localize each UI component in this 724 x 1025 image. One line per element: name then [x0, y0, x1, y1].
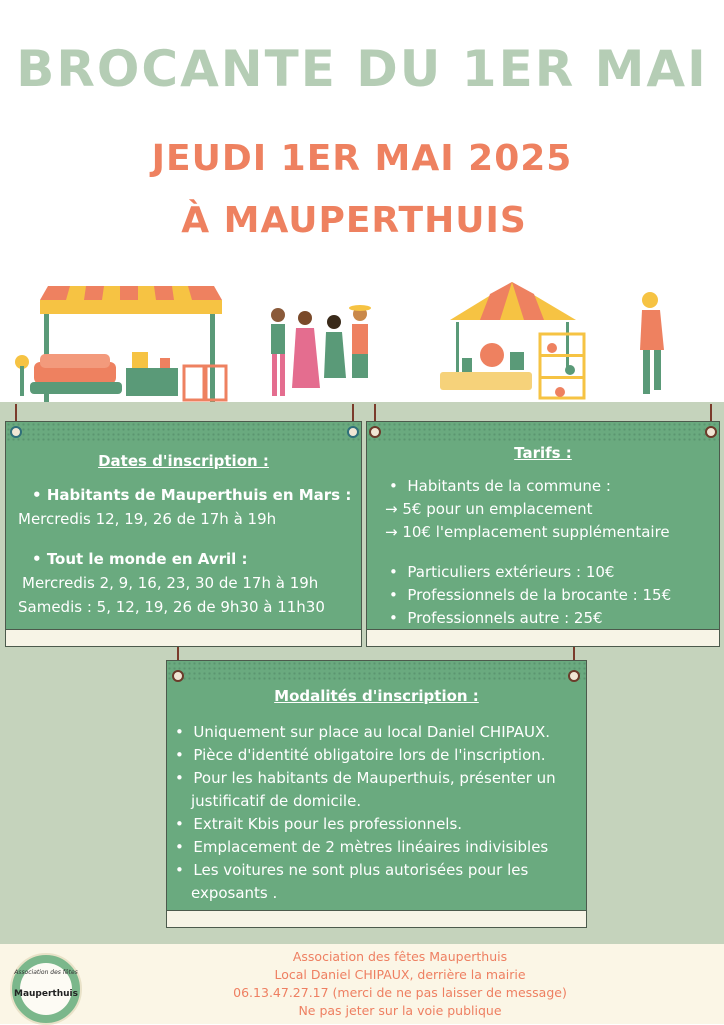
modalite-item: • Les voitures ne sont plus autorisées pour les: [175, 861, 529, 879]
dates-group2-line2: Samedis : 5, 12, 19, 26 de 9h30 à 11h30: [18, 598, 325, 616]
pottery-stall-icon: [440, 282, 584, 398]
logo-name: Mauperthuis: [14, 989, 78, 999]
tarif-item: → 10€ l'emplacement supplémentaire: [385, 523, 670, 541]
tarif-item: • Particuliers extérieurs : 10€: [389, 563, 615, 581]
pin-icon: [705, 426, 717, 438]
tarif-item: • Professionnels autre : 25€: [389, 609, 603, 627]
people-icon: [271, 305, 371, 396]
dotted-pattern: [167, 661, 586, 681]
modalite-item-cont: exposants .: [191, 884, 278, 902]
footer-address: Local Daniel CHIPAUX, derrière la mairie: [274, 967, 526, 982]
modalite-item: • Pour les habitants de Mauperthuis, présenter un: [175, 769, 556, 787]
logo-arc-text: Association des fêtes: [14, 969, 78, 976]
poster-title: BROCANTE DU 1ER MAI: [16, 40, 708, 98]
footer-phone: 06.13.47.27.17 (merci de ne pas laisser de message): [233, 985, 567, 1000]
pin-icon: [568, 670, 580, 682]
dates-card: [5, 421, 362, 630]
tarif-item: • Professionnels de la brocante : 15€: [389, 586, 672, 604]
modalite-item: • Extrait Kbis pour les professionnels.: [175, 815, 463, 833]
card-bottom-strip: [5, 629, 362, 647]
footer-association: Association des fêtes Mauperthuis: [292, 949, 508, 964]
pin-icon: [347, 426, 359, 438]
modalites-card: [166, 660, 587, 911]
modalite-item: • Uniquement sur place au local Daniel CHIPAUX.: [175, 723, 550, 741]
modalite-item: • Pièce d'identité obligatoire lors de l'inscription.: [175, 746, 546, 764]
furniture-stall-icon: [15, 286, 226, 404]
dates-heading: Dates d'inscription :: [98, 452, 269, 470]
modalites-heading: Modalités d'inscription :: [274, 687, 479, 705]
tarifs-card: [366, 421, 720, 630]
pin-icon: [369, 426, 381, 438]
card-bottom-strip: [366, 629, 720, 647]
footer-notice: Ne pas jeter sur la voie publique: [298, 1003, 502, 1018]
pin-icon: [172, 670, 184, 682]
shopper-icon: [640, 292, 664, 394]
dates-group1-line: Mercredis 12, 19, 26 de 17h à 19h: [18, 510, 277, 528]
dotted-pattern: [367, 422, 719, 442]
dates-group1-title: • Habitants de Mauperthuis en Mars :: [32, 486, 352, 504]
event-date: JEUDI 1ER MAI 2025: [151, 138, 573, 179]
event-place: À MAUPERTHUIS: [181, 200, 527, 241]
tarif-item: → 5€ pour un emplacement: [385, 500, 593, 518]
footer: [0, 944, 724, 1024]
modalite-item-cont: justificatif de domicile.: [191, 792, 362, 810]
pin-icon: [10, 426, 22, 438]
association-logo: [10, 953, 82, 1025]
market-illustration: [0, 270, 724, 410]
modalite-item: • Emplacement de 2 mètres linéaires indivisibles: [175, 838, 549, 856]
tarifs-heading: Tarifs :: [514, 444, 572, 462]
dates-group2-title: • Tout le monde en Avril :: [32, 550, 248, 568]
tarif-item: • Habitants de la commune :: [389, 477, 611, 495]
dotted-pattern: [6, 422, 361, 442]
dates-group2-line1: Mercredis 2, 9, 16, 23, 30 de 17h à 19h: [22, 574, 319, 592]
card-bottom-strip: [166, 910, 587, 928]
